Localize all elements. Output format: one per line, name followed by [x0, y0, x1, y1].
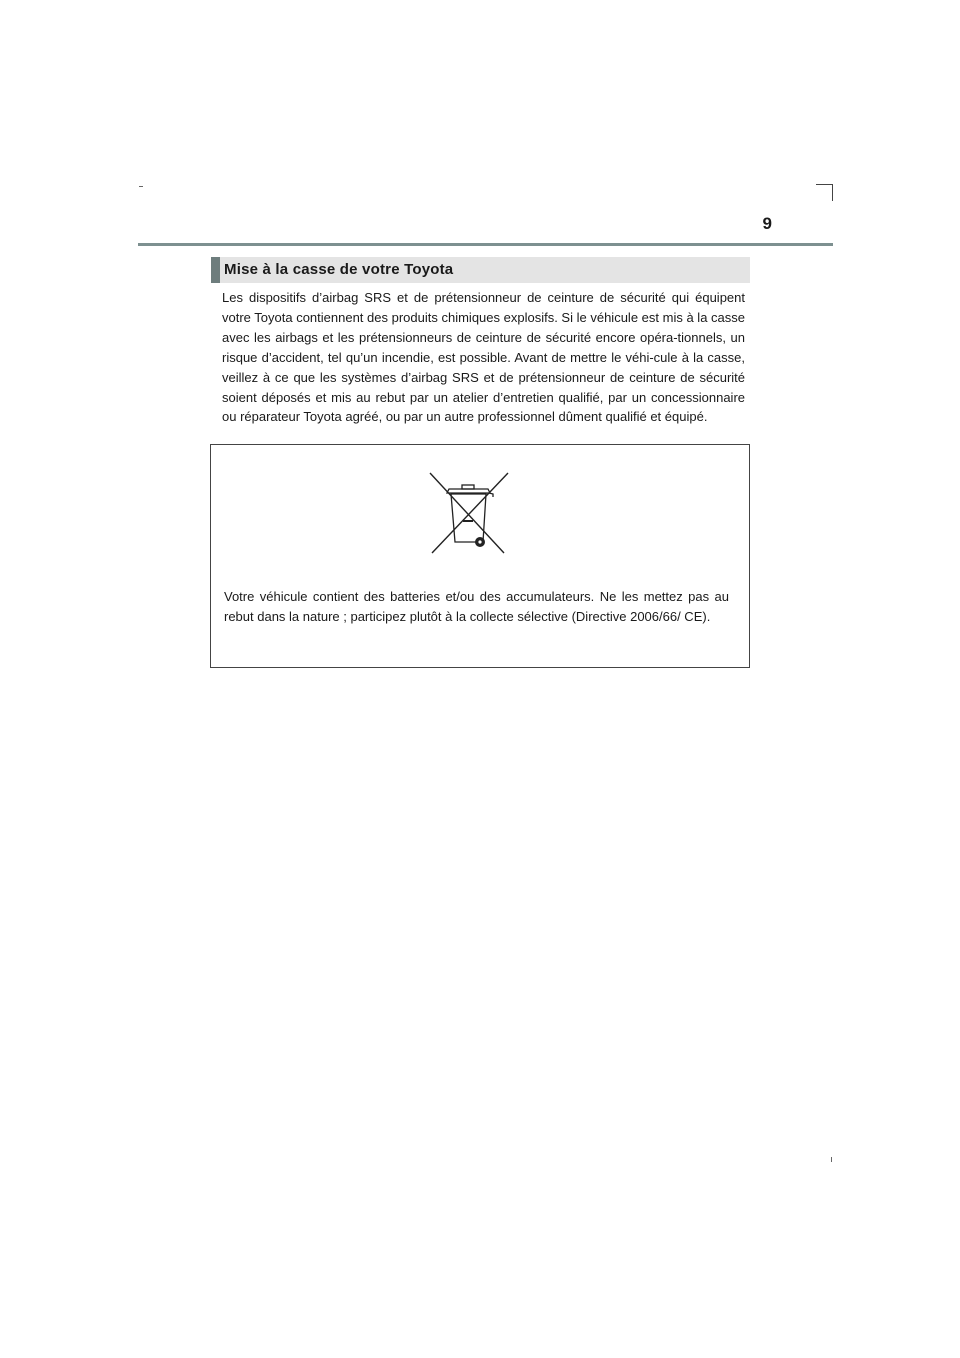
crop-mark-bottom-right — [831, 1157, 832, 1162]
battery-notice-text: Votre véhicule contient des batteries et/ou des accumulateurs. Ne les mettez pas au rebut dans la nature ; participez plutôt à la collecte sélective (Directive 2006/66/ CE). — [224, 589, 729, 624]
body-paragraph: Les dispositifs d’airbag SRS et de prétensionneur de ceinture de sécurité qui équipent votre Toyota contiennent des produits chimiques explosifs. Si le véhicule est mis à la casse avec les airbags et les prétensionneurs de ceinture de sécurité encore opéra-tionnels, un risque d’accident, tel qu’un incendie, est possible. Avant de mettre le véhi-cule à la casse, veillez à ce que les systèmes d’airbag SRS et de prétensionneur de ceinture de sécurité soient déposés et mis au rebut par un atelier d’entretien qualifié, par un concessionnaire ou réparateur Toyota agréé, ou par un autre professionnel dûment qualifié et équipé. — [222, 290, 745, 425]
header-rule — [138, 243, 833, 246]
battery-notice-box — [210, 444, 750, 668]
page-number: 9 — [762, 214, 772, 233]
section-header — [211, 257, 750, 283]
crop-mark-top-right — [816, 184, 833, 201]
section-title: Mise à la casse de votre Toyota — [224, 261, 454, 278]
section-accent — [211, 257, 220, 283]
crop-mark-top-left — [139, 186, 143, 187]
crossed-out-wheelie-bin-icon — [428, 471, 510, 557]
